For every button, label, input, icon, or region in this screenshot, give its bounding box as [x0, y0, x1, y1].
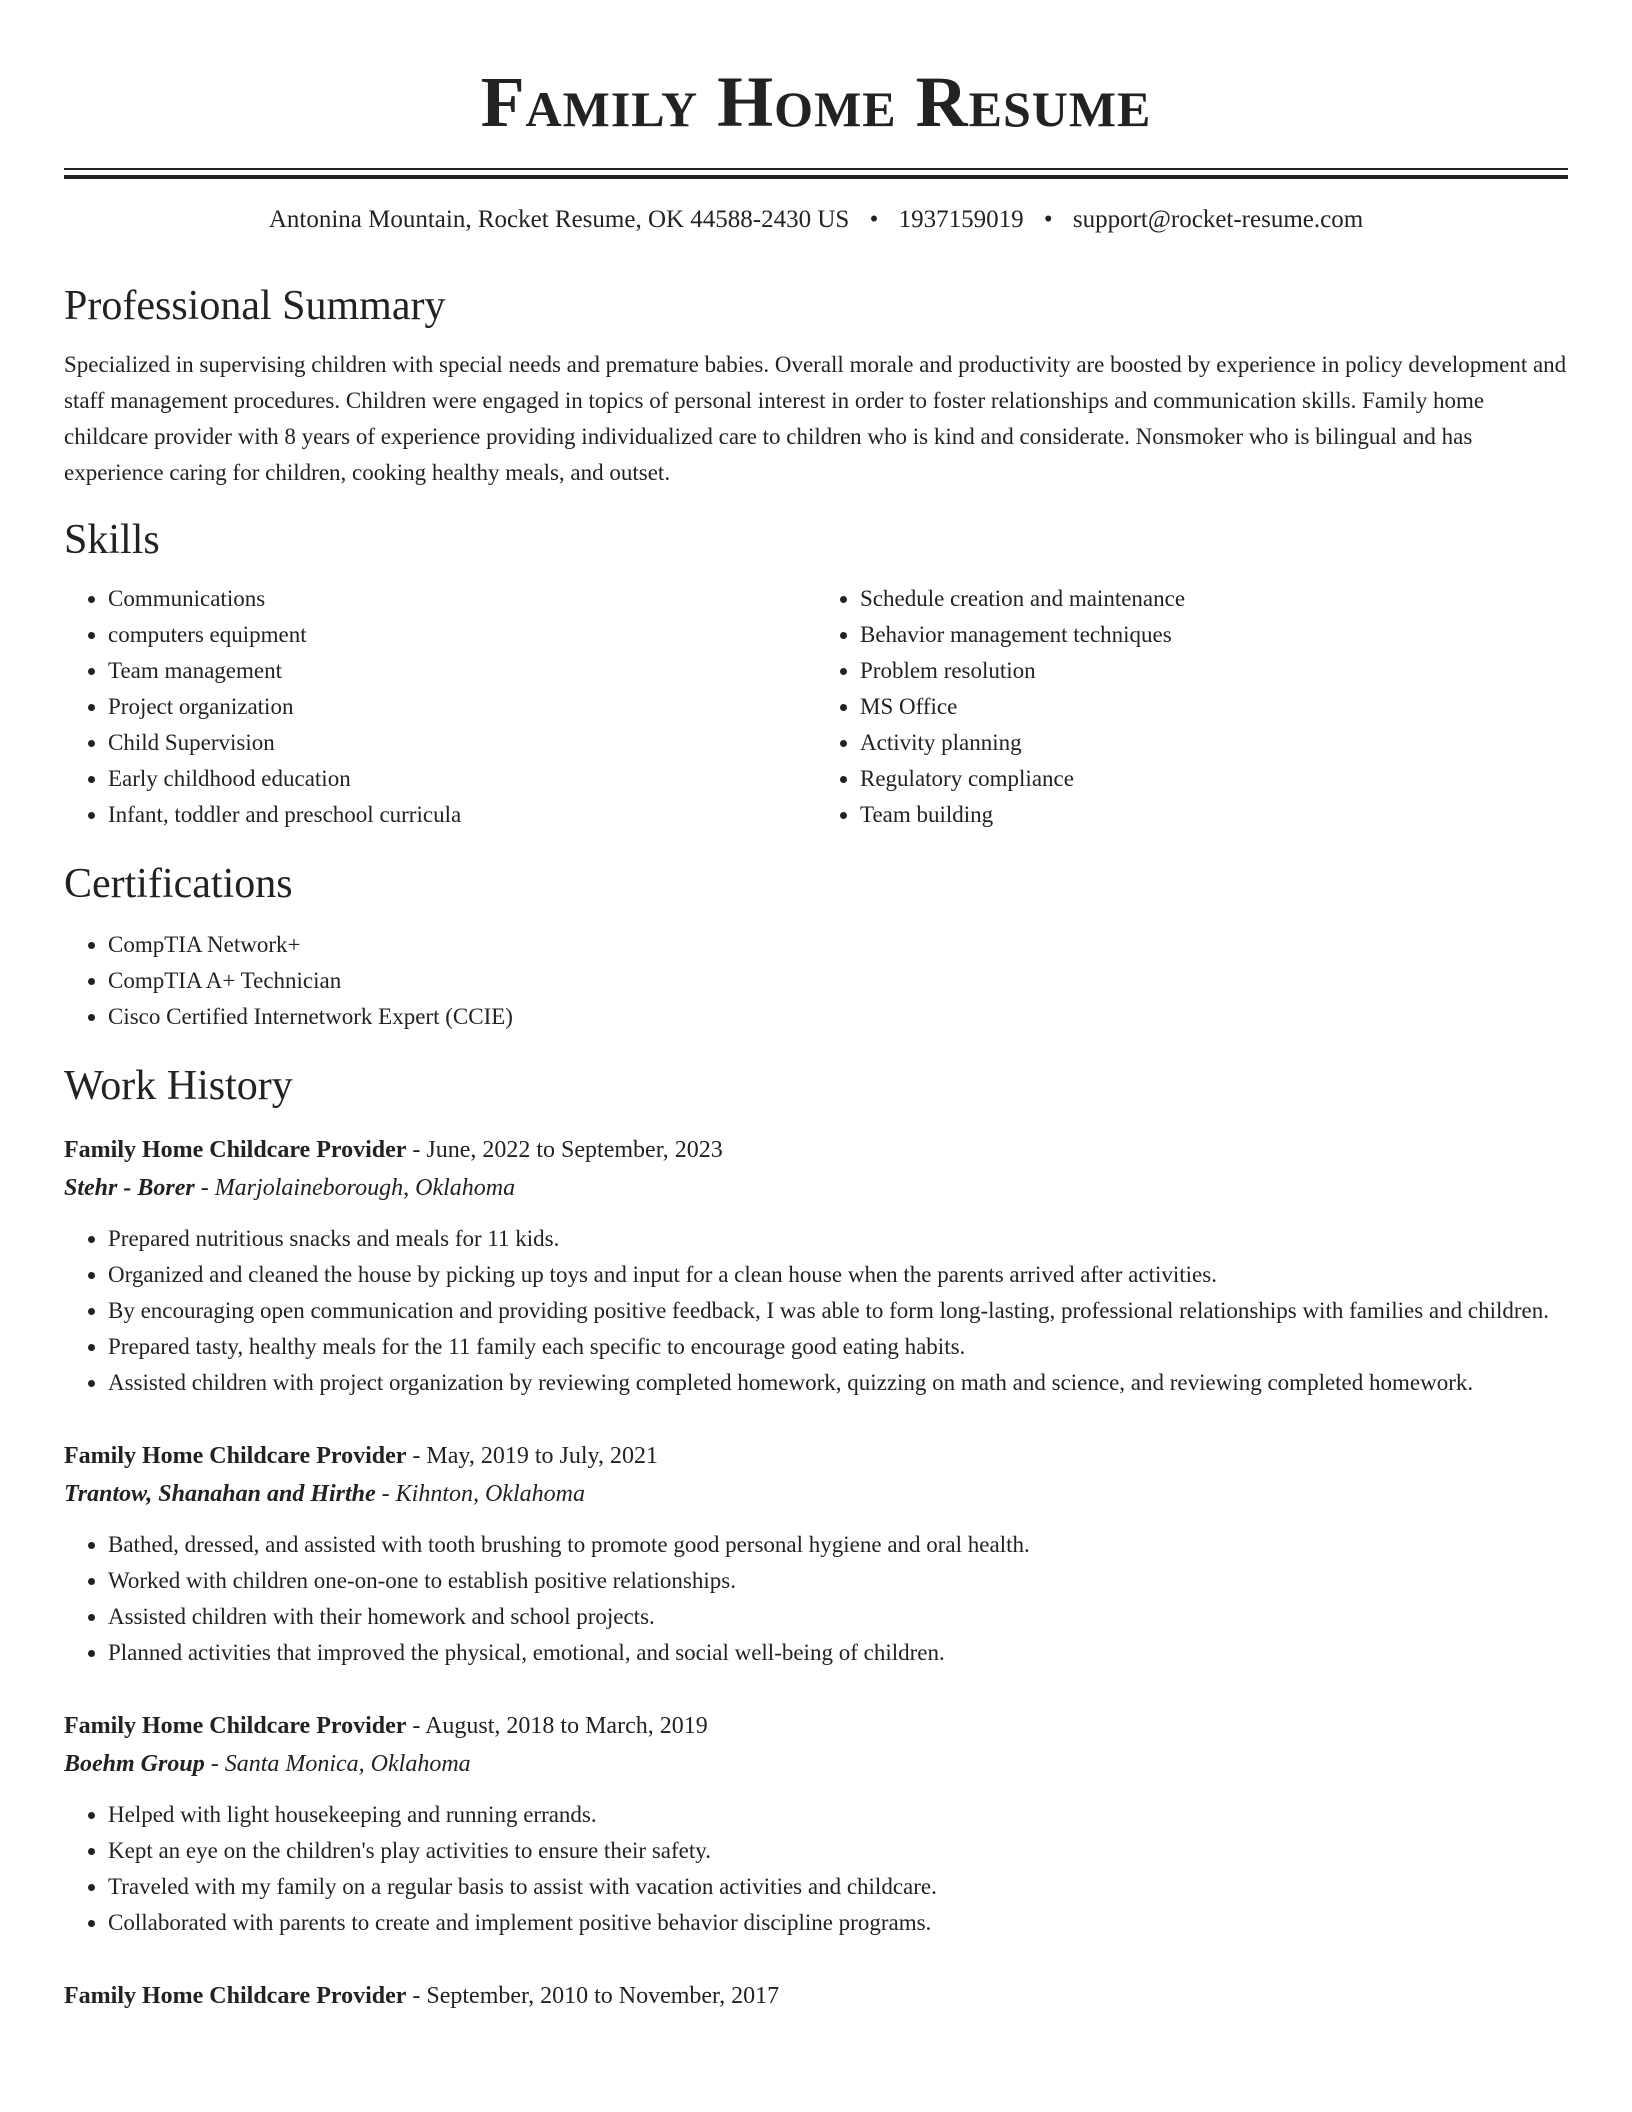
job-duty: • Organized and cleaned the house by picking up toys and input for a clean house when the parents arrived after activities. — [108, 1257, 1568, 1293]
skill-item: • Regulatory compliance — [860, 761, 1568, 797]
job-entry — [64, 1437, 1568, 1671]
job-title: Family Home Childcare Provider — [64, 1983, 407, 2009]
job-location: Kihnton, Oklahoma — [395, 1481, 585, 1507]
skills-section — [64, 515, 1568, 833]
job-title-line — [64, 1977, 1568, 2015]
job-duty: • By encouraging open communication and providing positive feedback, I was able to form long-lasting, professional relationships with families and children. — [108, 1293, 1568, 1329]
skills-columns — [64, 581, 1568, 833]
certification-item: • CompTIA A+ Technician — [108, 963, 1568, 999]
dash: - — [412, 1713, 421, 1739]
work-history-section — [64, 1061, 1568, 2015]
job-title: Family Home Childcare Provider — [64, 1137, 407, 1163]
dash: - — [412, 1137, 421, 1163]
resume-page — [64, 0, 1568, 2015]
job-title-line — [64, 1437, 1568, 1475]
skill-item: • Behavior management techniques — [860, 617, 1568, 653]
job-duty: • Prepared nutritious snacks and meals for 11 kids. — [108, 1221, 1568, 1257]
job-company: Stehr - Borer — [64, 1175, 195, 1201]
skill-item: • Team building — [860, 797, 1568, 833]
job-duties-list — [64, 1797, 1568, 1941]
dash: - — [200, 1175, 209, 1201]
job-duty: • Bathed, dressed, and assisted with tooth brushing to promote good personal hygiene and oral health. — [108, 1527, 1568, 1563]
skill-item: • computers equipment — [108, 617, 816, 653]
skill-item: • Early childhood education — [108, 761, 816, 797]
dash: - — [412, 1443, 421, 1469]
job-dates: June, 2022 to September, 2023 — [426, 1137, 723, 1163]
job-duties-list — [64, 1527, 1568, 1671]
skills-list-right — [816, 581, 1568, 833]
job-entry — [64, 1707, 1568, 1941]
certifications-list — [64, 927, 1568, 1035]
dash: - — [412, 1983, 421, 2009]
skill-item: • MS Office — [860, 689, 1568, 725]
job-company-line — [64, 1745, 1568, 1783]
job-entry — [64, 1977, 1568, 2015]
job-duty: • Collaborated with parents to create and implement positive behavior discipline programs. — [108, 1905, 1568, 1941]
contact-email: support@rocket-resume.com — [1072, 206, 1364, 233]
skill-item: • Infant, toddler and preschool curricula — [108, 797, 816, 833]
job-duty: • Traveled with my family on a regular basis to assist with vacation activities and childcare. — [108, 1869, 1568, 1905]
job-duty: • Assisted children with their homework and school projects. — [108, 1599, 1568, 1635]
job-location: Marjolaineborough, Oklahoma — [214, 1175, 516, 1201]
job-entry — [64, 1131, 1568, 1401]
contact-separator: • — [1043, 206, 1053, 233]
job-duties-list — [64, 1221, 1568, 1401]
job-title: Family Home Childcare Provider — [64, 1443, 407, 1469]
certification-item: • Cisco Certified Internetwork Expert (CCIE) — [108, 999, 1568, 1035]
skill-item: • Team management — [108, 653, 816, 689]
job-company-line — [64, 1475, 1568, 1513]
title-divider — [64, 168, 1568, 179]
summary-heading: Professional Summary — [64, 283, 446, 329]
skill-item: • Schedule creation and maintenance — [860, 581, 1568, 617]
skill-item: • Problem resolution — [860, 653, 1568, 689]
job-company: Boehm Group — [64, 1751, 205, 1777]
skill-item: • Communications — [108, 581, 816, 617]
job-title: Family Home Childcare Provider — [64, 1713, 407, 1739]
contact-line — [64, 205, 1568, 235]
skills-list-left — [64, 581, 816, 833]
skill-item: • Activity planning — [860, 725, 1568, 761]
summary-section — [64, 281, 1568, 491]
job-title-line — [64, 1131, 1568, 1169]
work-history-heading: Work History — [64, 1063, 293, 1109]
job-duty: • Assisted children with project organization by reviewing completed homework, quizzing on math and science, and reviewing completed homework. — [108, 1365, 1568, 1401]
resume-title: Family Home Resume — [480, 62, 1152, 142]
job-duty: • Helped with light housekeeping and running errands. — [108, 1797, 1568, 1833]
dash: - — [210, 1751, 219, 1777]
job-company-line — [64, 1169, 1568, 1207]
job-duty: • Planned activities that improved the physical, emotional, and social well-being of children. — [108, 1635, 1568, 1671]
job-title-line — [64, 1707, 1568, 1745]
job-dates: September, 2010 to November, 2017 — [426, 1983, 780, 2009]
contact-phone: 1937159019 — [898, 206, 1024, 233]
summary-text: Specialized in supervising children with special needs and premature babies. Overall morale and productivity are boosted by experience in policy development and staff management procedures. Children were engaged in topics of personal interest in order to foster relationships and communication skills. Family home childcare provider with 8 years of experience providing individualized care to children who is kind and considerate. Nonsmoker who is bilingual and has experience caring for children, cooking healthy meals, and outset. — [64, 352, 1567, 485]
skill-item: • Project organization — [108, 689, 816, 725]
certifications-heading: Certifications — [64, 861, 293, 907]
contact-address: Antonina Mountain, Rocket Resume, OK 44588-2430 US — [268, 206, 850, 233]
certifications-section — [64, 859, 1568, 1035]
job-duty: • Prepared tasty, healthy meals for the 11 family each specific to encourage good eating habits. — [108, 1329, 1568, 1365]
dash: - — [381, 1481, 390, 1507]
job-location: Santa Monica, Oklahoma — [224, 1751, 471, 1777]
certification-item: • CompTIA Network+ — [108, 927, 1568, 963]
job-duty: • Kept an eye on the children's play activities to ensure their safety. — [108, 1833, 1568, 1869]
job-dates: August, 2018 to March, 2019 — [425, 1713, 708, 1739]
job-dates: May, 2019 to July, 2021 — [426, 1443, 658, 1469]
contact-separator: • — [869, 206, 879, 233]
skill-item: • Child Supervision — [108, 725, 816, 761]
job-duty: • Worked with children one-on-one to establish positive relationships. — [108, 1563, 1568, 1599]
job-company: Trantow, Shanahan and Hirthe — [64, 1481, 376, 1507]
skills-heading: Skills — [64, 517, 160, 563]
